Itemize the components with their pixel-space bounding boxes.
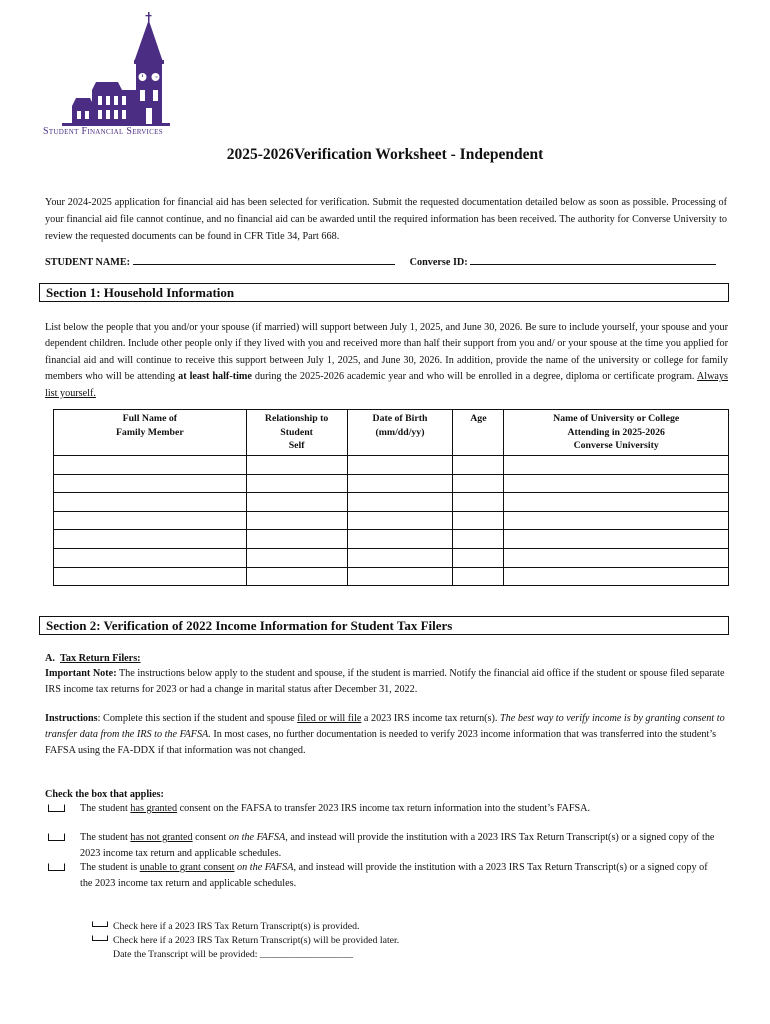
instructions-paragraph <box>45 711 730 759</box>
check-box-title: Check the box that applies: <box>45 789 164 800</box>
important-note-label: Important Note: <box>45 668 117 679</box>
table-row <box>54 474 729 493</box>
table-cell[interactable] <box>453 511 504 530</box>
table-cell[interactable] <box>504 511 729 530</box>
table-cell[interactable] <box>347 474 453 493</box>
table-cell[interactable] <box>504 493 729 512</box>
option-text: The student has granted consent on the FAFSA to transfer 2023 IRS income tax return information into the student’s FAFSA. <box>80 803 591 814</box>
clock-tower-icon <box>52 10 182 128</box>
table-cell[interactable] <box>347 548 453 567</box>
table-cell[interactable] <box>54 456 247 475</box>
checkbox[interactable] <box>92 921 108 927</box>
table-cell[interactable] <box>246 548 347 567</box>
intro-paragraph: Your 2024-2025 application for financial aid has been selected for verification. Submit the requested documentation detailed below as soon as possible. Processing of your financial aid file cannot continue, and no financial aid can be awarded until the required information has been received. The authority for Converse University to review the requested documents can be found in CFR Title 34, Part 668. <box>45 197 727 242</box>
table-row <box>54 548 729 567</box>
instructions-italic: The best way to verify income is by granting consent to transfer data from the IRS to the FAFSA. <box>45 713 725 740</box>
table-cell[interactable] <box>246 474 347 493</box>
table-cell[interactable] <box>246 456 347 475</box>
table-cell[interactable] <box>54 567 247 586</box>
section2-a-label: A. <box>45 653 55 664</box>
page-title: 2025-2026Verification Worksheet - Independent <box>226 146 544 163</box>
table-cell[interactable] <box>453 456 504 475</box>
col-header-relationship: Relationship to Student Self <box>246 410 347 456</box>
important-note <box>45 666 730 698</box>
col-header-university: Name of University or College Attending in 2025-2026 Converse University <box>504 410 729 456</box>
converse-id-field[interactable] <box>470 255 716 265</box>
option-text: Check here if a 2023 IRS Tax Return Transcript(s) will be provided later. <box>113 935 400 946</box>
table-cell[interactable] <box>54 474 247 493</box>
option-text: The student is unable to grant consent on the FAFSA, and instead will provide the institution with a 2023 IRS Tax Return Transcript(s) or a signed copy of the 2023 income tax return and applicable schedules. <box>80 862 708 889</box>
table-cell[interactable] <box>246 567 347 586</box>
logo-text: Student Financial Services <box>43 126 163 137</box>
converse-id-label: Converse ID: <box>409 257 468 268</box>
table-cell[interactable] <box>453 567 504 586</box>
student-info-line <box>45 255 727 268</box>
table-row <box>54 493 729 512</box>
table-cell[interactable] <box>54 548 247 567</box>
table-cell[interactable] <box>246 511 347 530</box>
important-note-text: The instructions below apply to the student and spouse, if the student is married. Notify the financial aid office if the student or spouse filed separate IRS income tax returns for 2023 or had a change in marital status after December 31, 2022. <box>45 668 725 695</box>
table-cell[interactable] <box>504 530 729 549</box>
instructions-underlined: filed or will file <box>297 713 362 724</box>
checkbox[interactable] <box>48 863 65 871</box>
table-cell[interactable] <box>54 530 247 549</box>
transcript-date-label: Date the Transcript will be provided: ___________________ <box>113 949 353 960</box>
table-cell[interactable] <box>347 493 453 512</box>
table-cell[interactable] <box>453 474 504 493</box>
table-row <box>54 530 729 549</box>
section2-header: Section 2: Verification of 2022 Income Information for Student Tax Filers <box>39 616 729 635</box>
instructions-text-2: a 2023 IRS income tax return(s). <box>361 713 501 724</box>
table-row <box>54 456 729 475</box>
table-cell[interactable] <box>453 493 504 512</box>
table-cell[interactable] <box>347 511 453 530</box>
section1-bold: at least half-time <box>178 371 252 383</box>
checkbox[interactable] <box>48 833 65 841</box>
section1-header: Section 1: Household Information <box>39 283 729 302</box>
option-text: Check here if a 2023 IRS Tax Return Transcript(s) is provided. <box>113 921 360 932</box>
table-cell[interactable] <box>504 474 729 493</box>
table-cell[interactable] <box>504 548 729 567</box>
tax-return-filers-heading <box>45 651 730 667</box>
section1-text: List below the people that you and/or your spouse (if married) will support between July 1, 2025, and June 30, 2026. Be sure to include yourself, your spouse and your dependent children. Include other people only if they lived with you and received more than half their support from you and/ or your spouse at the time you applied for financial aid and will continue to receive this support between July 1, 2025, and June 30, 2026. In addition, provide the name of the university or college for family members who will be attending <box>45 322 728 383</box>
checkbox[interactable] <box>48 804 65 812</box>
table-cell[interactable] <box>54 511 247 530</box>
instructions-label: Instructions <box>45 713 98 724</box>
col-header-age: Age <box>453 410 504 456</box>
table-row <box>54 567 729 586</box>
table-row <box>54 511 729 530</box>
student-name-field[interactable] <box>133 255 395 265</box>
section1-instructions <box>45 320 728 402</box>
table-cell[interactable] <box>246 493 347 512</box>
section1-underlined: Always list yourself. <box>45 371 728 399</box>
table-cell[interactable] <box>54 493 247 512</box>
table-cell[interactable] <box>347 567 453 586</box>
table-cell[interactable] <box>504 567 729 586</box>
col-header-dob: Date of Birth (mm/dd/yy) <box>347 410 453 456</box>
table-cell[interactable] <box>347 456 453 475</box>
table-cell[interactable] <box>246 530 347 549</box>
table-cell[interactable] <box>453 548 504 567</box>
table-cell[interactable] <box>453 530 504 549</box>
table-cell[interactable] <box>504 456 729 475</box>
col-header-full-name: Full Name of Family Member <box>54 410 247 456</box>
instructions-text-1: : Complete this section if the student and spouse <box>97 713 298 724</box>
household-table <box>53 409 729 586</box>
section2-a-title: Tax Return Filers: <box>60 653 141 664</box>
section1-text-after: during the 2025-2026 academic year and who will be enrolled in a degree, diploma or certificate program. <box>251 371 697 383</box>
checkbox[interactable] <box>92 935 108 941</box>
instructions-text-3: In most cases, no further documentation is needed to verify 2023 income information that was transferred into the student’s FAFSA using the FA-DDX if that information was not changed. <box>45 729 717 756</box>
student-name-label: STUDENT NAME: <box>45 257 131 268</box>
table-cell[interactable] <box>347 530 453 549</box>
university-logo <box>40 10 210 140</box>
option-text: The student has not granted consent on the FAFSA, and instead will provide the institution with a 2023 IRS Tax Return Transcript(s) or a signed copy of the 2023 income tax return and applicable schedules. <box>80 832 715 859</box>
